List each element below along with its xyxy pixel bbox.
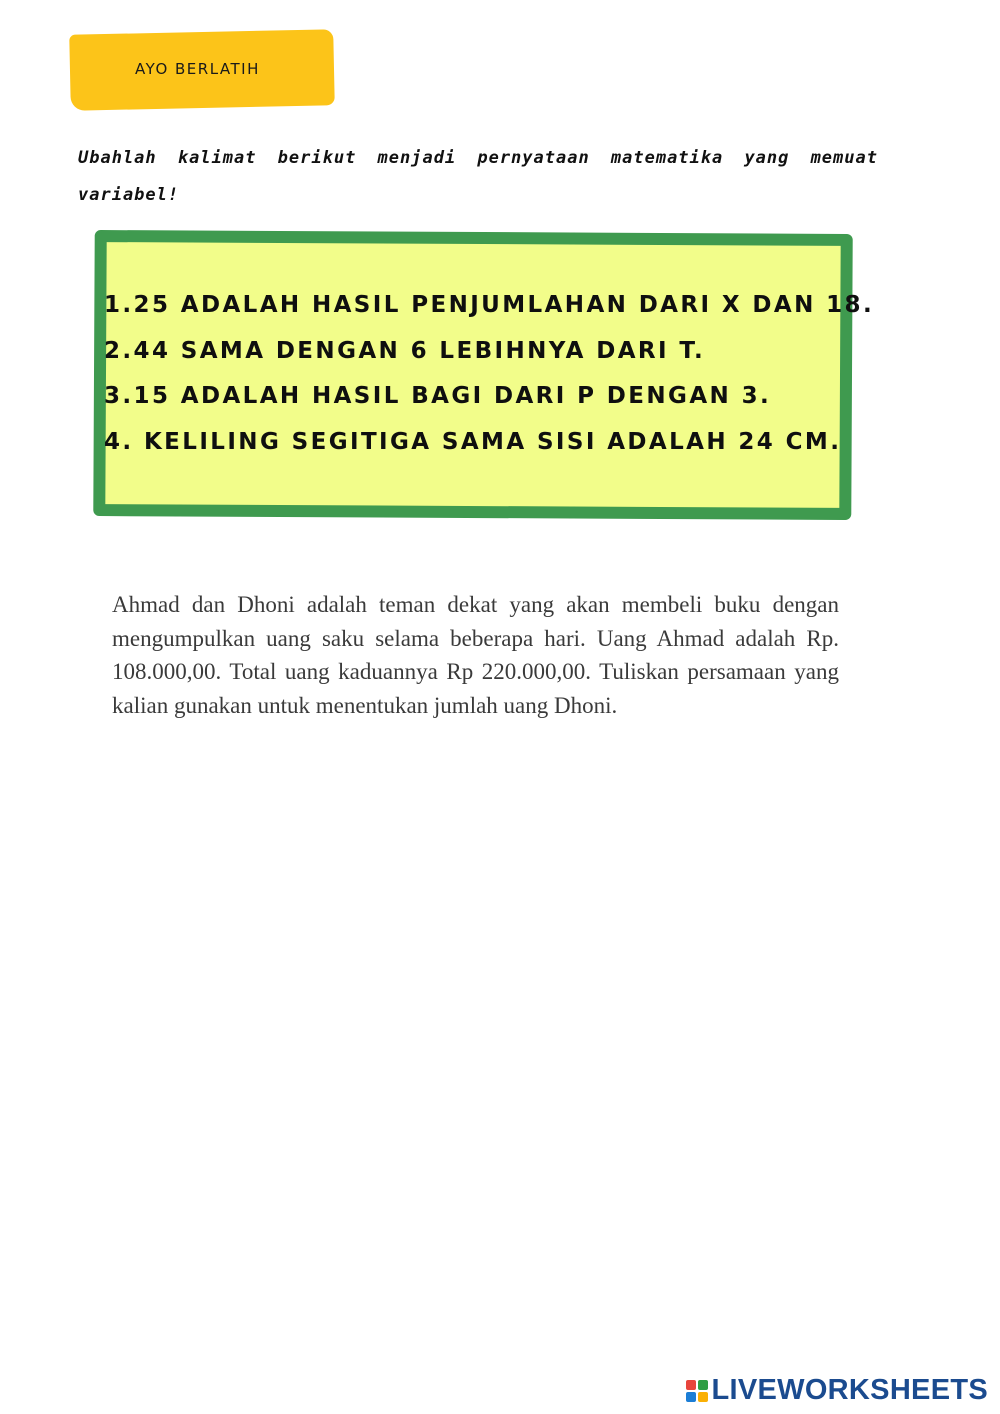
instruction-text: Ubahlah kalimat berikut menjadi pernyataan matematika yang memuat variabel!	[78, 148, 878, 205]
logo-square-green	[698, 1380, 708, 1390]
logo-square-blue	[686, 1392, 696, 1402]
liveworksheets-logo-icon	[686, 1380, 708, 1402]
task-list	[104, 283, 874, 465]
task-item-3: 3.15 ADALAH HASIL BAGI DARI P DENGAN 3.	[104, 383, 772, 409]
logo-text: LIVEWORKSHEETS	[711, 1374, 988, 1406]
section-badge-label: AYO BERLATIH	[135, 60, 260, 78]
story-problem-text: Ahmad dan Dhoni adalah teman dekat yang akan membeli buku dengan mengumpulkan uang saku selama beberapa hari. Uang Ahmad adalah Rp. 108.000,00. Total uang kaduannya Rp 220.000,00. Tuliskan persamaan yang kalian gunakan untuk menentukan jumlah uang Dhoni.	[112, 592, 839, 718]
liveworksheets-logo[interactable]	[686, 1374, 989, 1407]
task-item-2: 2.44 SAMA DENGAN 6 LEBIHNYA DARI T.	[104, 337, 706, 364]
logo-square-red	[686, 1380, 696, 1390]
task-item-1: 1.25 ADALAH HASIL PENJUMLAHAN DARI X DAN 18.	[104, 292, 875, 318]
logo-square-yellow	[698, 1392, 708, 1402]
task-item-4: 4. KELILING SEGITIGA SAMA SISI ADALAH 24 CM.	[104, 428, 842, 455]
